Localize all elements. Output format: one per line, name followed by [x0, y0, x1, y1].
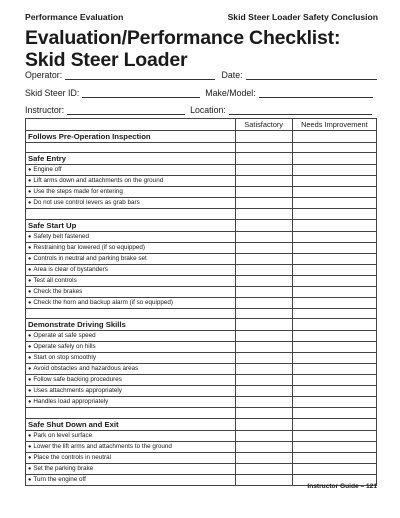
bullet-icon: ●	[28, 377, 32, 384]
satisfactory-cell[interactable]	[235, 364, 292, 375]
needs-improvement-cell[interactable]	[292, 231, 376, 242]
field-row-id-make	[25, 86, 377, 98]
checklist-item	[26, 242, 236, 253]
needs-improvement-cell[interactable]	[292, 219, 376, 231]
checklist-item	[26, 397, 236, 408]
needs-improvement-cell[interactable]	[292, 297, 376, 308]
column-header-needs-improvement: Needs Improvement	[292, 119, 376, 131]
skid-steer-id-field[interactable]	[82, 88, 200, 98]
checklist-item-row	[26, 463, 377, 474]
blank-cell	[26, 142, 236, 153]
needs-improvement-cell[interactable]	[292, 176, 376, 187]
bullet-icon: ●	[28, 355, 32, 362]
checklist-item	[26, 364, 236, 375]
bullet-icon: ●	[28, 476, 32, 483]
needs-improvement-cell[interactable]	[292, 130, 376, 142]
checklist-item-row	[26, 165, 377, 176]
section-title-driving: Demonstrate Driving Skills	[26, 319, 236, 331]
bullet-icon: ●	[28, 178, 32, 185]
bullet-icon: ●	[28, 432, 32, 439]
bullet-icon: ●	[28, 189, 32, 196]
satisfactory-cell[interactable]	[235, 452, 292, 463]
checklist-item-label: Restraining bar lowered (if so equipped)	[33, 243, 145, 251]
checklist-item-label: Operate safely on hills	[33, 343, 96, 351]
field-row-operator-date	[25, 68, 377, 80]
checklist-item-label: Check the horn and backup alarm (if so equipped)	[33, 298, 173, 306]
satisfactory-cell[interactable]	[235, 353, 292, 364]
checklist-item-row	[26, 231, 377, 242]
checklist-item-label: Area is clear of bystanders	[33, 265, 108, 273]
checklist-item-label: Handles load appropriately	[33, 398, 109, 406]
header-right: Skid Steer Loader Safety Conclusion	[227, 12, 378, 22]
checklist-item-label: Safety belt fastened	[33, 232, 89, 240]
location-field[interactable]	[229, 105, 372, 115]
checklist-item	[26, 375, 236, 386]
column-header-satisfactory: Satisfactory	[235, 119, 292, 131]
checklist-item-row	[26, 176, 377, 187]
checklist-item-label: Avoid obstacles and hazardous areas	[33, 365, 139, 373]
bullet-icon: ●	[28, 344, 32, 351]
checklist-item	[26, 198, 236, 209]
needs-improvement-cell[interactable]	[292, 386, 376, 397]
needs-improvement-cell[interactable]	[292, 342, 376, 353]
satisfactory-cell[interactable]	[235, 342, 292, 353]
instructor-label: Instructor:	[25, 105, 65, 115]
blank-row	[26, 308, 377, 319]
satisfactory-cell[interactable]	[235, 286, 292, 297]
needs-improvement-cell[interactable]	[292, 165, 376, 176]
needs-improvement-cell[interactable]	[292, 331, 376, 342]
checklist-item-row	[26, 242, 377, 253]
date-label: Date:	[221, 70, 243, 80]
checklist-item-row	[26, 364, 377, 375]
needs-improvement-cell[interactable]	[292, 463, 376, 474]
bullet-icon: ●	[28, 255, 32, 262]
checklist-item-row	[26, 253, 377, 264]
satisfactory-cell[interactable]	[235, 142, 292, 153]
checklist-item	[26, 187, 236, 198]
checklist-item-label: Set the parking brake	[33, 464, 94, 472]
satisfactory-cell[interactable]	[235, 375, 292, 386]
satisfactory-cell[interactable]	[235, 153, 292, 165]
needs-improvement-cell[interactable]	[292, 275, 376, 286]
section-title-pre: Follows Pre-Operation Inspection	[26, 130, 236, 142]
checklist-item-row	[26, 441, 377, 452]
needs-improvement-cell[interactable]	[292, 397, 376, 408]
bullet-icon: ●	[28, 288, 32, 295]
field-row-instructor-location	[25, 103, 377, 115]
needs-improvement-cell[interactable]	[292, 187, 376, 198]
bullet-icon: ●	[28, 443, 32, 450]
satisfactory-cell[interactable]	[235, 308, 292, 319]
checklist-item	[26, 342, 236, 353]
title-line-2: Skid Steer Loader	[25, 49, 188, 71]
checklist-item-row	[26, 275, 377, 286]
checklist-item	[26, 176, 236, 187]
needs-improvement-cell[interactable]	[292, 418, 376, 430]
checklist-item-row	[26, 187, 377, 198]
satisfactory-cell[interactable]	[235, 397, 292, 408]
location-label: Location:	[190, 105, 226, 115]
satisfactory-cell[interactable]	[235, 297, 292, 308]
checklist-item-row	[26, 286, 377, 297]
checklist-item-label: Start on stop smoothly	[33, 354, 96, 362]
satisfactory-cell[interactable]	[235, 463, 292, 474]
needs-improvement-cell[interactable]	[292, 375, 376, 386]
checklist-item	[26, 286, 236, 297]
header-left: Performance Evaluation	[25, 12, 124, 22]
checklist-item-row	[26, 386, 377, 397]
checklist-item-row	[26, 342, 377, 353]
satisfactory-cell[interactable]	[235, 275, 292, 286]
section-row-entry	[26, 153, 377, 165]
bullet-icon: ●	[28, 167, 32, 174]
satisfactory-cell[interactable]	[235, 231, 292, 242]
satisfactory-cell[interactable]	[235, 264, 292, 275]
satisfactory-cell[interactable]	[235, 209, 292, 220]
column-header-row	[26, 119, 377, 131]
satisfactory-cell[interactable]	[235, 408, 292, 419]
needs-improvement-cell[interactable]	[292, 441, 376, 452]
section-row-startup	[26, 219, 377, 231]
running-header	[25, 12, 378, 24]
checklist-item	[26, 452, 236, 463]
make-model-field[interactable]	[259, 88, 373, 98]
bullet-icon: ●	[28, 244, 32, 251]
satisfactory-cell[interactable]	[235, 253, 292, 264]
satisfactory-cell[interactable]	[235, 219, 292, 231]
needs-improvement-cell[interactable]	[292, 364, 376, 375]
page-footer: Instructor Guide – 121	[307, 483, 377, 490]
section-row-shutdown	[26, 418, 377, 430]
skid-steer-id-label: Skid Steer ID:	[25, 88, 80, 98]
needs-improvement-cell[interactable]	[292, 430, 376, 441]
blank-row	[26, 142, 377, 153]
checklist-item	[26, 474, 236, 485]
blank-cell	[26, 308, 236, 319]
checklist-item-row	[26, 198, 377, 209]
checklist-item-label: Park on level surface	[33, 431, 93, 439]
operator-field[interactable]	[65, 70, 214, 80]
needs-improvement-cell[interactable]	[292, 353, 376, 364]
checklist-item	[26, 264, 236, 275]
section-row-driving	[26, 319, 377, 331]
satisfactory-cell[interactable]	[235, 165, 292, 176]
page-title	[25, 27, 385, 71]
date-field[interactable]	[246, 70, 377, 80]
satisfactory-cell[interactable]	[235, 430, 292, 441]
satisfactory-cell[interactable]	[235, 331, 292, 342]
section-title-shutdown: Safe Shut Down and Exit	[26, 418, 236, 430]
checklist-item-label: Engine off	[33, 166, 62, 174]
checklist-item-label: Use the steps made for entering	[33, 188, 123, 196]
checklist-item-label: Turn the engine off	[33, 475, 86, 483]
bullet-icon: ●	[28, 454, 32, 461]
needs-improvement-cell[interactable]	[292, 153, 376, 165]
checklist-item-row	[26, 452, 377, 463]
checklist-item-label: Operate at safe speed	[33, 332, 96, 340]
instructor-field[interactable]	[67, 105, 185, 115]
bullet-icon: ●	[28, 233, 32, 240]
blank-cell	[26, 408, 236, 419]
bullet-icon: ●	[28, 299, 32, 306]
checklist-item	[26, 463, 236, 474]
checklist-item	[26, 353, 236, 364]
section-title-entry: Safe Entry	[26, 153, 236, 165]
needs-improvement-cell[interactable]	[292, 264, 376, 275]
needs-improvement-cell[interactable]	[292, 242, 376, 253]
needs-improvement-cell[interactable]	[292, 198, 376, 209]
bullet-icon: ●	[28, 277, 32, 284]
bullet-icon: ●	[28, 200, 32, 207]
column-header-blank	[26, 119, 236, 131]
checklist-item-label: Place the controls in neutral	[33, 453, 112, 461]
title-line-1: Evaluation/Performance Checklist:	[25, 27, 341, 49]
checklist-item	[26, 275, 236, 286]
checklist-item-row	[26, 331, 377, 342]
satisfactory-cell[interactable]	[235, 187, 292, 198]
checklist-item	[26, 331, 236, 342]
checklist-item-label: Test all controls	[33, 276, 77, 284]
satisfactory-cell[interactable]	[235, 176, 292, 187]
checklist-item-row	[26, 430, 377, 441]
checklist-item	[26, 297, 236, 308]
needs-improvement-cell[interactable]	[292, 308, 376, 319]
satisfactory-cell[interactable]	[235, 319, 292, 331]
checklist-item	[26, 386, 236, 397]
needs-improvement-cell[interactable]	[292, 452, 376, 463]
checklist-item-row	[26, 353, 377, 364]
checklist-item-label: Check the brakes	[33, 287, 83, 295]
checklist-item-label: Controls in neutral and parking brake set	[33, 254, 147, 262]
checklist-item-label: Follow safe backing procedures	[33, 376, 122, 384]
checklist-table	[25, 118, 377, 486]
checklist-item	[26, 253, 236, 264]
needs-improvement-cell[interactable]	[292, 319, 376, 331]
checklist-item-row	[26, 264, 377, 275]
needs-improvement-cell[interactable]	[292, 209, 376, 220]
satisfactory-cell[interactable]	[235, 474, 292, 485]
satisfactory-cell[interactable]	[235, 418, 292, 430]
checklist-item-label: Uses attachments appropriately	[33, 387, 122, 395]
checklist-item	[26, 441, 236, 452]
section-row-pre	[26, 130, 377, 142]
blank-row	[26, 408, 377, 419]
satisfactory-cell[interactable]	[235, 198, 292, 209]
bullet-icon: ●	[28, 399, 32, 406]
needs-improvement-cell[interactable]	[292, 286, 376, 297]
needs-improvement-cell[interactable]	[292, 408, 376, 419]
checklist-item	[26, 430, 236, 441]
operator-label: Operator:	[25, 70, 63, 80]
checklist-item-row	[26, 375, 377, 386]
checklist-item-row	[26, 297, 377, 308]
bullet-icon: ●	[28, 333, 32, 340]
section-title-startup: Safe Start Up	[26, 219, 236, 231]
bullet-icon: ●	[28, 266, 32, 273]
satisfactory-cell[interactable]	[235, 386, 292, 397]
checklist-item	[26, 231, 236, 242]
checklist-item-label: Lift arms down and attachments on the ground	[33, 177, 164, 185]
checklist-item-label: Do not use control levers as grab bars	[33, 199, 140, 207]
blank-cell	[26, 209, 236, 220]
bullet-icon: ●	[28, 465, 32, 472]
needs-improvement-cell[interactable]	[292, 142, 376, 153]
checklist-item-row	[26, 397, 377, 408]
satisfactory-cell[interactable]	[235, 130, 292, 142]
satisfactory-cell[interactable]	[235, 441, 292, 452]
checklist-item-label: Lower the lift arms and attachments to the ground	[33, 442, 172, 450]
satisfactory-cell[interactable]	[235, 242, 292, 253]
bullet-icon: ●	[28, 388, 32, 395]
needs-improvement-cell[interactable]	[292, 253, 376, 264]
blank-row	[26, 209, 377, 220]
bullet-icon: ●	[28, 366, 32, 373]
make-model-label: Make/Model:	[205, 88, 256, 98]
checklist-item	[26, 165, 236, 176]
